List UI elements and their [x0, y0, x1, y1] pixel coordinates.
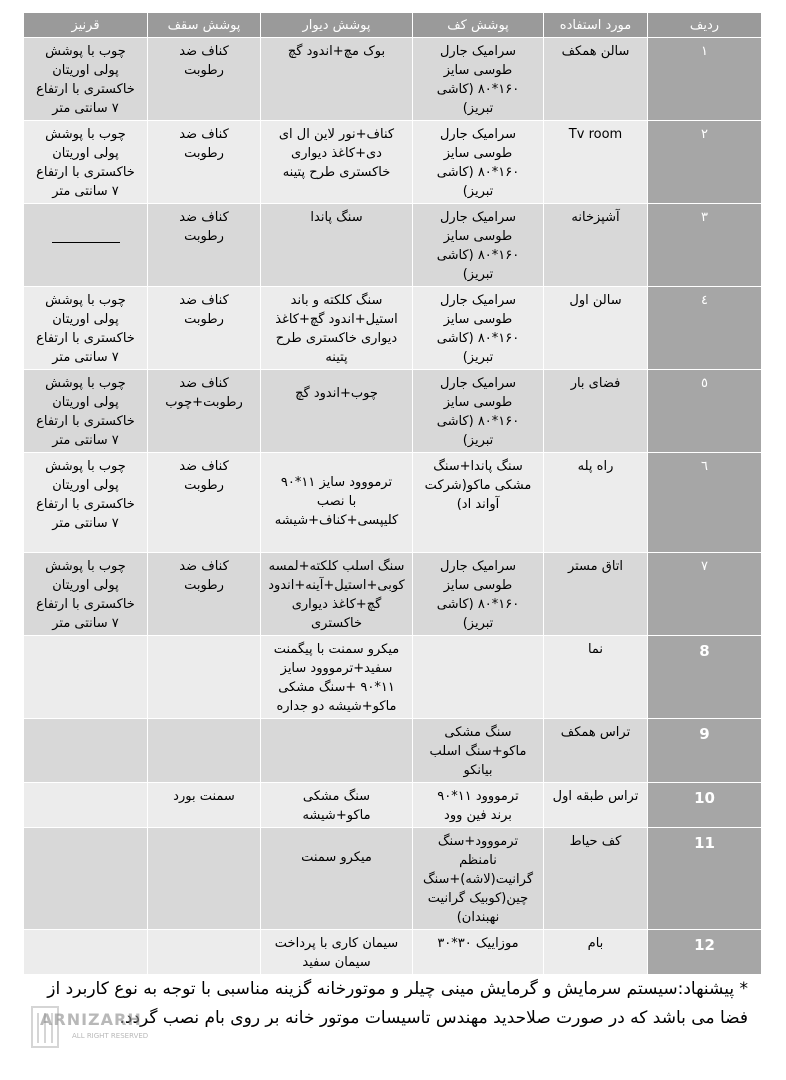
row-number: ۲ [648, 121, 762, 204]
row-number: ٤ [648, 287, 762, 370]
floor-cell: سرامیک جارل طوسی سایز ۱۶۰*۸۰ (کاشی تبریز) [413, 38, 544, 121]
table-row [24, 636, 762, 719]
usage-cell: تراس طبقه اول [544, 783, 648, 828]
row-number: 11 [648, 828, 762, 930]
baseboard-cell [24, 719, 148, 783]
table-row [24, 553, 762, 636]
wall-text: میکرو سمنت [301, 850, 372, 865]
baseboard-cell: چوب با پوشش پولی اوریتان خاکستری با ارتفاع ۷ سانتی متر [24, 370, 148, 453]
recommendation-note: * پیشنهاد:سیستم سرمایش و گرمایش مینی چیلر و موتورخانه گزینه مناسبی با توجه به نوع کاربرد از فضا می باشد که در صورت صلاحدید مهندس تاسیسات موتور خانه بر روی بام نصب گردد. [47, 979, 748, 1028]
header-floor: پوشش کف [413, 13, 544, 38]
row-number: ۱ [648, 38, 762, 121]
wall-cell [261, 453, 413, 553]
usage-cell: سالن همکف [544, 38, 648, 121]
floor-cell: سرامیک جارل طوسی سایز ۱۶۰*۸۰ (کاشی تبریز) [413, 370, 544, 453]
wall-cell: سنگ پاندا [261, 204, 413, 287]
baseboard-cell [24, 636, 148, 719]
floor-cell: موزاییک ۳۰*۳۰ [413, 930, 544, 975]
floor-cell: سرامیک جارل طوسی سایز ۱۶۰*۸۰ (کاشی تبریز) [413, 553, 544, 636]
baseboard-cell: چوب با پوشش پولی اوریتان خاکستری با ارتفاع ۷ سانتی متر [24, 453, 148, 553]
watermark-subtext: ALL RIGHT RESERVED [72, 1032, 149, 1040]
wall-cell [261, 828, 413, 930]
ceiling-cell: کناف ضد رطوبت [148, 553, 261, 636]
ceiling-cell [148, 719, 261, 783]
floor-cell: ترمووود ۱۱*۹۰ برند فین وود [413, 783, 544, 828]
floor-cell: ترمووود+سنگ نامنظم گرانیت(لاشه)+سنگ چین(کوبیک گرانیت نهبندان) [413, 828, 544, 930]
ceiling-cell [148, 828, 261, 930]
usage-cell: راه پله [544, 453, 648, 553]
table-row [24, 719, 762, 783]
wall-cell: سنگ اسلب کلکته+لمسه کوبی+استیل+آینه+اندود گچ+کاغذ دیواری خاکستری [261, 553, 413, 636]
baseboard-cell: چوب با پوشش پولی اوریتان خاکستری با ارتفاع ۷ سانتی متر [24, 121, 148, 204]
baseboard-cell [24, 828, 148, 930]
table-row [24, 783, 762, 828]
baseboard-cell: چوب با پوشش پولی اوریتان خاکستری با ارتفاع ۷ سانتی متر [24, 38, 148, 121]
wall-cell [261, 370, 413, 453]
row-number: 12 [648, 930, 762, 975]
table-row [24, 828, 762, 930]
row-number: ٥ [648, 370, 762, 453]
row-number: ۳ [648, 204, 762, 287]
ceiling-cell: کناف ضد رطوبت [148, 121, 261, 204]
wall-cell: کناف+نور لاین ال ای دی+کاغذ دیواری خاکستری طرح پتینه [261, 121, 413, 204]
usage-cell: آشپزخانه [544, 204, 648, 287]
table-row [24, 121, 762, 204]
floor-cell: سرامیک جارل طوسی سایز ۱۶۰*۸۰ (کاشی تبریز) [413, 121, 544, 204]
baseboard-cell [24, 930, 148, 975]
header-wall: پوشش دیوار [261, 13, 413, 38]
ceiling-cell: کناف ضد رطوبت+چوب [148, 370, 261, 453]
header-baseboard: قرنیز [24, 13, 148, 38]
table-header-row [24, 13, 762, 38]
ceiling-cell: کناف ضد رطوبت [148, 287, 261, 370]
usage-cell: نما [544, 636, 648, 719]
table-row [24, 453, 762, 553]
floor-cell: سرامیک جارل طوسی سایز ۱۶۰*۸۰ (کاشی تبریز) [413, 287, 544, 370]
baseboard-cell: چوب با پوشش پولی اوریتان خاکستری با ارتفاع ۷ سانتی متر [24, 287, 148, 370]
usage-cell: بام [544, 930, 648, 975]
usage-cell: کف حیاط [544, 828, 648, 930]
floor-cell: سرامیک جارل طوسی سایز ۱۶۰*۸۰ (کاشی تبریز) [413, 204, 544, 287]
wall-cell [261, 719, 413, 783]
baseboard-cell: چوب با پوشش پولی اوریتان خاکستری با ارتفاع ۷ سانتی متر [24, 553, 148, 636]
ceiling-cell [148, 636, 261, 719]
watermark-text: ARNIZARH [40, 1010, 142, 1029]
header-usage: مورد استفاده [544, 13, 648, 38]
row-number: 8 [648, 636, 762, 719]
wall-cell: سیمان کاری با پرداخت سیمان سفید [261, 930, 413, 975]
table-row [24, 38, 762, 121]
empty-line-mark [52, 234, 120, 243]
wall-cell: سنگ مشکی ماکو+شیشه [261, 783, 413, 828]
wall-text: چوب+اندود گچ [295, 386, 378, 401]
floor-cell: سنگ مشکی ماکو+سنگ اسلب بیانکو [413, 719, 544, 783]
wall-cell: سنگ کلکته و باند استیل+اندود گچ+کاغذ دیواری خاکستری طرح پتینه [261, 287, 413, 370]
ceiling-cell: کناف ضد رطوبت [148, 453, 261, 553]
floor-cell: سنگ پاندا+سنگ مشکی ماکو(شرکت آواند اد) [413, 453, 544, 553]
usage-cell: فضای بار [544, 370, 648, 453]
header-row-number: ردیف [648, 13, 762, 38]
usage-cell: اتاق مستر [544, 553, 648, 636]
row-number: ٦ [648, 453, 762, 553]
table-row [24, 287, 762, 370]
ceiling-cell [148, 930, 261, 975]
ceiling-cell: کناف ضد رطوبت [148, 204, 261, 287]
wall-text: ترمووود سایز ۱۱*۹۰ با نصب کلیپسی+کناف+شیشه [274, 475, 399, 528]
usage-cell: سالن اول [544, 287, 648, 370]
table-row [24, 930, 762, 975]
row-number: 9 [648, 719, 762, 783]
baseboard-cell [24, 783, 148, 828]
usage-cell: Tv room [544, 121, 648, 204]
usage-cell: تراس همکف [544, 719, 648, 783]
table-row [24, 370, 762, 453]
wall-cell: میکرو سمنت با پیگمنت سفید+ترمووود سایز ۱۱*۹۰ +سنگ مشکی ماکو+شیشه دو جداره [261, 636, 413, 719]
table-row [24, 204, 762, 287]
row-number: 10 [648, 783, 762, 828]
ceiling-cell: کناف ضد رطوبت [148, 38, 261, 121]
finish-schedule-table [23, 12, 762, 975]
row-number: ۷ [648, 553, 762, 636]
floor-cell [413, 636, 544, 719]
header-ceiling: پوشش سقف [148, 13, 261, 38]
ceiling-cell: سمنت بورد [148, 783, 261, 828]
baseboard-cell [24, 204, 148, 287]
wall-cell: بوک مچ+اندود گچ [261, 38, 413, 121]
